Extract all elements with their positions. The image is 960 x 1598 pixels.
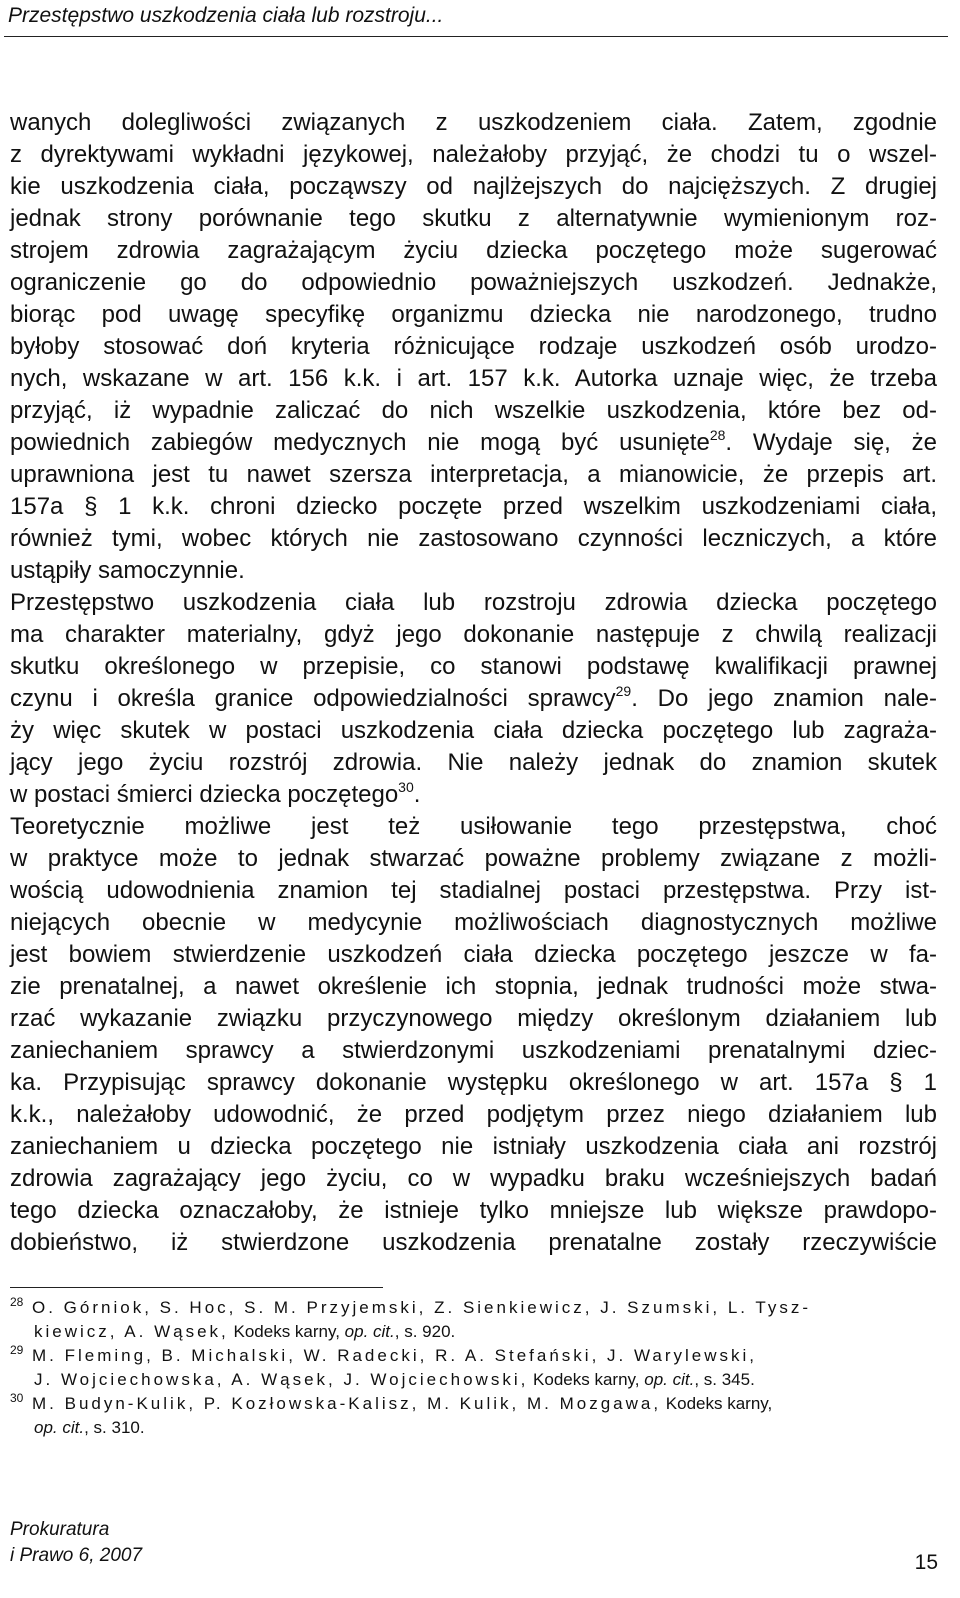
text-line: jący jego życiu rozstrój zdrowia. Nie należy jednak do znamion skutek xyxy=(10,749,937,776)
footnote-authors: kiewicz, A. Wąsek, xyxy=(34,1322,229,1341)
footnote-op-cit: op. cit. xyxy=(34,1418,85,1437)
text-line xyxy=(10,427,937,459)
text-segment: powiednich zabiegów medycznych nie mogą być usunięte xyxy=(10,429,710,456)
running-head-title: Przestępstwo uszkodzenia ciała lub rozstroju... xyxy=(8,4,444,27)
text-line: biorąc pod uwagę specyfikę organizmu dziecka nie narodzonego, trudno xyxy=(10,301,937,328)
page-number: 15 xyxy=(914,1551,938,1574)
text-line xyxy=(10,779,937,811)
footnote-authors: O. Górniok, S. Hoc, S. M. Przyjemski, Z. Sienkiewicz, J. Szumski, L. Tysz- xyxy=(32,1298,812,1317)
footnote-line xyxy=(10,1368,940,1392)
text-line: uprawniona jest tu nawet szersza interpretacja, a mianowicie, że przepis art. xyxy=(10,461,937,488)
footnote-authors: M. Budyn-Kulik, P. Kozłowska-Kalisz, M. Kulik, M. Mozgawa, xyxy=(32,1394,662,1413)
text-line: dobieństwo, iż stwierdzone uszkodzenia prenatalne zostały rzeczywiście xyxy=(10,1229,937,1256)
text-line: zaniechaniem u dziecka poczętego nie istniały uszkodzenia ciała ani rozstrój xyxy=(10,1133,937,1160)
text-line: jednak strony porównanie tego skutku z alternatywnie wymienionym roz- xyxy=(10,205,937,232)
text-line: zie prenatalnej, a nawet określenie ich stopnia, jednak trudności może stwa- xyxy=(10,973,937,1000)
footnote-29 xyxy=(10,1344,940,1392)
footnote-page: , s. 345. xyxy=(694,1370,755,1389)
text-line: przyjąć, iż wypadnie zaliczać do nich wszelkie uszkodzenia, które bez od- xyxy=(10,397,937,424)
running-head-rule xyxy=(4,36,948,37)
text-line xyxy=(10,491,937,523)
paragraph-1 xyxy=(10,107,937,587)
text-segment: ka. Przypisując sprawcy dokonanie występku określonego w art. 157a xyxy=(10,1069,890,1096)
footnote-ref-29[interactable]: 29 xyxy=(615,683,632,699)
text-line: z dyrektywami wykładni językowej, należałoby przyjąć, że chodzi tu o wszel- xyxy=(10,141,937,168)
footnotes xyxy=(10,1296,940,1440)
text-line xyxy=(10,1067,937,1099)
paragraph-3 xyxy=(10,811,937,1259)
publication-name: Prokuratura xyxy=(10,1519,110,1540)
text-line: strojem zdrowia zagrażającym życiu dziecka poczętego może sugerować xyxy=(10,237,937,264)
text-line: nych, wskazane w art. 156 k.k. i art. 157 k.k. Autorka uznaje więc, że trzeba xyxy=(10,365,937,392)
footnote-authors: J. Wojciechowska, A. Wąsek, J. Wojciechowski, xyxy=(34,1370,529,1389)
publication-issue: i Prawo 6, 2007 xyxy=(10,1545,143,1566)
text-line: k.k., należałoby udowodnić, że przed podjętym przez niego działaniem lub xyxy=(10,1101,937,1128)
text-line: kie uszkodzenia ciała, począwszy od najlżejszych do najcięższych. Z drugiej xyxy=(10,173,937,200)
footnote-30 xyxy=(10,1392,940,1440)
text-segment: czynu i określa granice odpowiedzialności sprawcy xyxy=(10,685,616,712)
footnote-op-cit: op. cit. xyxy=(344,1322,395,1341)
footnote-title: Kodeks karny, xyxy=(228,1322,345,1341)
footnote-op-cit: op. cit. xyxy=(644,1370,695,1389)
text-line: ograniczenie go do odpowiednio poważniejszych uszkodzeń. Jednakże, xyxy=(10,269,937,296)
text-line xyxy=(10,683,937,715)
text-line: jest bowiem stwierdzenie uszkodzeń ciała dziecka poczętego jeszcze w fa- xyxy=(10,941,937,968)
footnote-line: 29 M. Fleming, B. Michalski, W. Radecki, R. A. Stefański, J. Warylewski, xyxy=(10,1343,757,1365)
section-sign: § xyxy=(84,493,98,520)
footnote-ref-28[interactable]: 28 xyxy=(709,427,726,443)
text-segment: 1 xyxy=(902,1069,937,1096)
text-line: w praktyce może to jednak stwarzać poważne problemy związane z możli- xyxy=(10,845,937,872)
text-segment: 1 k.k. chroni dziecko poczęte przed wszelkim uszkodzeniami ciała, xyxy=(97,493,938,520)
text-line: tego dziecka oznaczałoby, że istnieje tylko mniejsze lub większe prawdopo- xyxy=(10,1197,937,1224)
footnote-title: Kodeks karny, xyxy=(661,1394,773,1413)
footnote-page: , s. 920. xyxy=(394,1322,456,1341)
text-line: Teoretycznie możliwe jest też usiłowanie tego przestępstwa, choć xyxy=(10,813,937,840)
paragraph-2 xyxy=(10,587,937,811)
text-line: zdrowia zagrażający jego życiu, co w wypadku braku wcześniejszych badań xyxy=(10,1165,937,1192)
footnote-line: 30 M. Budyn-Kulik, P. Kozłowska-Kalisz, M. Kulik, M. Mozgawa, Kodeks karny, xyxy=(10,1391,773,1413)
text-segment: . xyxy=(413,781,421,808)
text-line: ustąpiły samoczynnie. xyxy=(10,557,245,584)
text-line: wanych dolegliwości związanych z uszkodzeniem ciała. Zatem, zgodnie xyxy=(10,109,937,136)
footnote-line: 28 O. Górniok, S. Hoc, S. M. Przyjemski, Z. Sienkiewicz, J. Szumski, L. Tysz- xyxy=(10,1295,812,1317)
text-line: ma charakter materialny, gdyż jego dokonanie następuje z chwilą realizacji xyxy=(10,621,937,648)
text-line: rzać wykazanie związku przyczynowego między określonym działaniem lub xyxy=(10,1005,937,1032)
text-segment: . Wydaje się, że xyxy=(725,429,937,456)
text-segment: w postaci śmierci dziecka poczętego xyxy=(10,781,399,808)
section-sign: § xyxy=(889,1069,903,1096)
text-line: byłoby stosować doń kryteria różnicujące rodzaje uszkodzeń osób urodzo- xyxy=(10,333,937,360)
running-head xyxy=(4,0,948,40)
text-segment: . Do jego znamion nale- xyxy=(631,685,937,712)
footnote-line xyxy=(10,1320,940,1344)
footnote-line xyxy=(10,1416,940,1440)
text-line: wością udowodnienia znamion tej stadialnej postaci przestępstwa. Przy ist- xyxy=(10,877,937,904)
page-footer xyxy=(10,1519,940,1589)
text-line: ży więc skutek w postaci uszkodzenia ciała dziecka poczętego lub zagraża- xyxy=(10,717,937,744)
footnote-title: Kodeks karny, xyxy=(528,1370,645,1389)
text-line: Przestępstwo uszkodzenia ciała lub rozstroju zdrowia dziecka poczętego xyxy=(10,589,937,616)
text-line: również tymi, wobec których nie zastosowano czynności leczniczych, a które xyxy=(10,525,937,552)
footnote-separator xyxy=(10,1287,383,1288)
text-segment: 157a xyxy=(10,493,85,520)
body-text xyxy=(10,107,937,1259)
text-line: niejących obecnie w medycynie możliwościach diagnostycznych możliwe xyxy=(10,909,937,936)
footnote-28 xyxy=(10,1296,940,1344)
footnote-page: , s. 310. xyxy=(84,1418,145,1437)
text-line: zaniechaniem sprawcy a stwierdzonymi uszkodzeniami prenatalnymi dziec- xyxy=(10,1037,937,1064)
footnote-ref-30[interactable]: 30 xyxy=(398,779,414,795)
text-line: skutku określonego w przepisie, co stanowi podstawę kwalifikacji prawnej xyxy=(10,653,937,680)
footnote-authors: M. Fleming, B. Michalski, W. Radecki, R. A. Stefański, J. Warylewski, xyxy=(32,1346,757,1365)
